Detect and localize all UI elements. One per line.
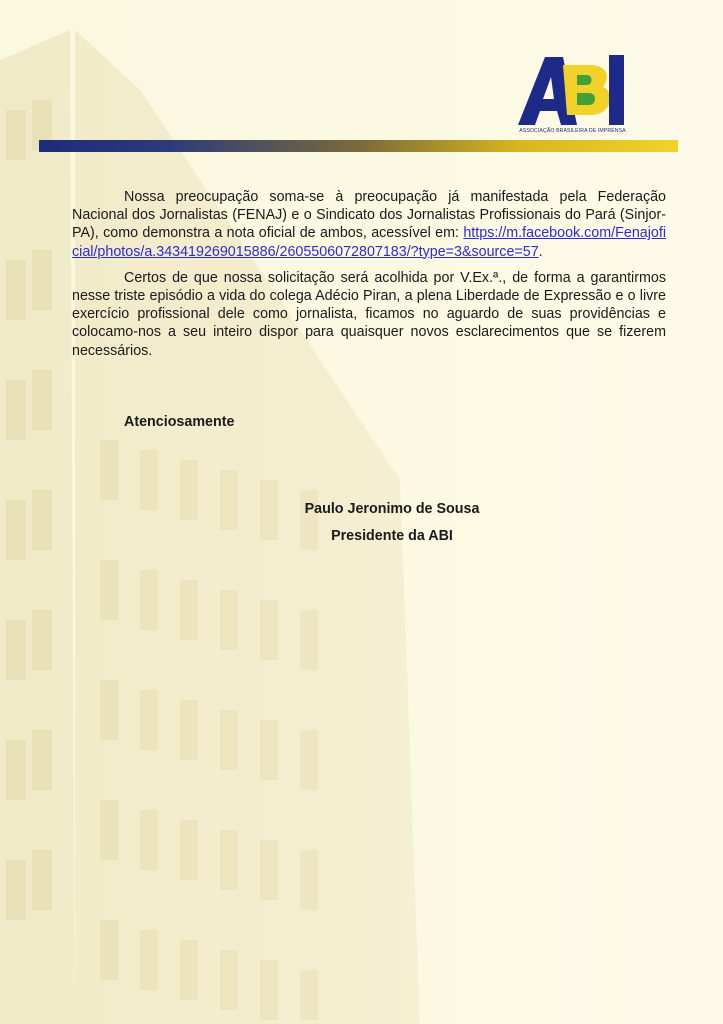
abi-logo [515,55,630,141]
header-gradient-bar [39,140,678,152]
paragraph-1 [72,188,666,261]
logo-tagline: ASSOCIAÇÃO BRASILEIRA DE IMPRENSA [519,128,626,134]
facebook-link[interactable]: https://m.facebook.com/Fenajoficial/photos/a.343419269015886/2605506072807183/?type=3&source=57 [72,225,666,260]
abi-logo-mark [515,55,630,127]
letter-body [72,188,666,368]
signature-block [262,496,522,550]
paragraph-1-text: Nossa preocupação soma-se à preocupação já manifestada pela Federação Nacional dos Jornalistas (FENAJ) e o Sindicato dos Jornalistas Profissionais do Pará (Sinjor-PA), como demonstra a nota oficial de ambos, acessível em: [72,189,666,242]
signer-title: Presidente da ABI [331,528,453,544]
paragraph-1-end: . [538,243,543,260]
signer-name: Paulo Jeronimo de Sousa [304,501,480,517]
paragraph-2: Certos de que nossa solicitação será acolhida por V.Ex.ª., de forma a garantirmos nesse triste episódio a vida do colega Adécio Piran, a plena Liberdade de Expressão e o livre exercício profissional dele como jornalista, ficamos no aguardo de suas providências e colocamo-nos a seu inteiro dispor para quaisquer novos esclarecimentos que se fizerem necessários. [72,269,666,359]
closing-salutation: Atenciosamente [124,414,235,430]
